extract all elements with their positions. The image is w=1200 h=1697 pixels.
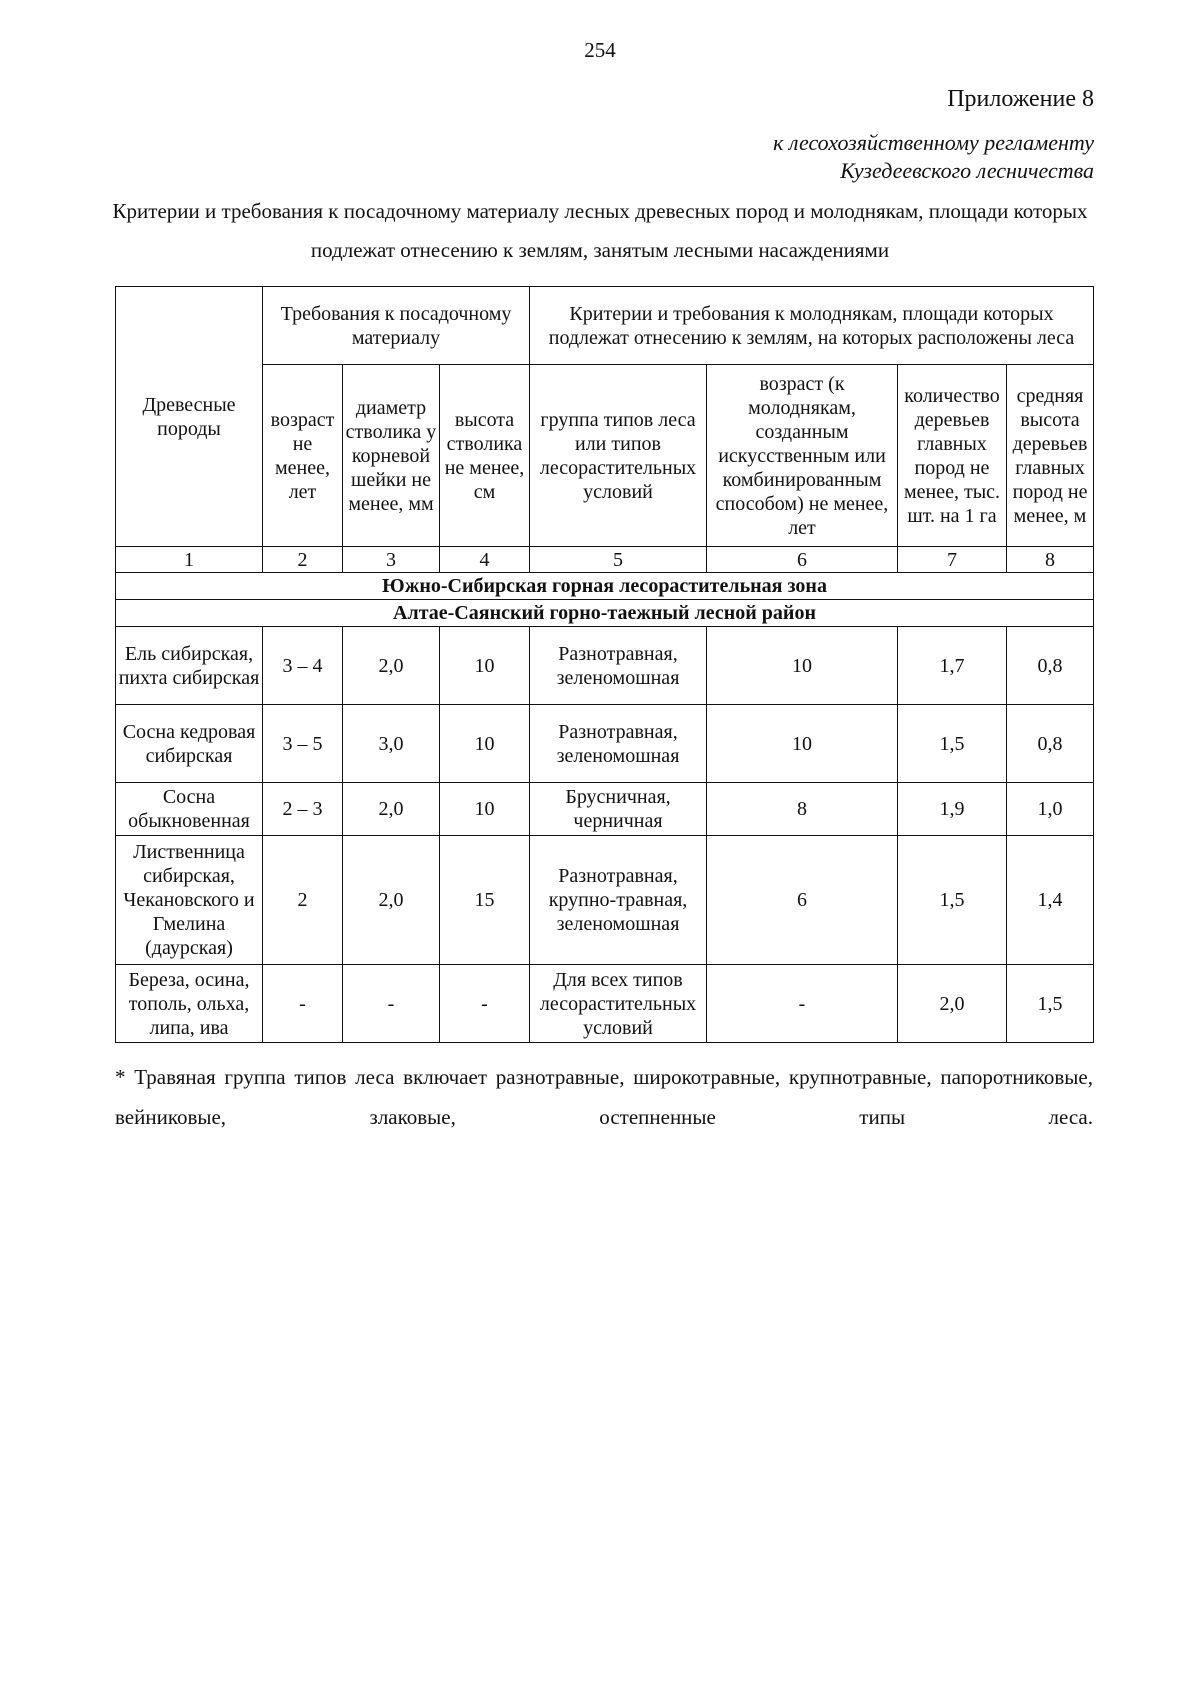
diameter-cell: - (343, 965, 440, 1043)
column-number: 8 (1007, 547, 1094, 573)
forestry-name: Кузедеевского лесничества (840, 158, 1094, 183)
header-average-height: средняя высота деревьев главных пород не менее, м (1007, 365, 1094, 547)
average-height-cell: 0,8 (1007, 627, 1094, 705)
average-height-cell: 0,8 (1007, 705, 1094, 783)
column-number: 4 (440, 547, 530, 573)
age-cell: 3 – 4 (263, 627, 343, 705)
forest-group-cell: Разнотравная, зеленомошная (530, 627, 707, 705)
column-number: 7 (898, 547, 1007, 573)
criteria-table (115, 286, 1094, 1043)
species-cell: Сосна кедровая сибирская (116, 705, 263, 783)
diameter-cell: 2,0 (343, 783, 440, 836)
age-cell: - (263, 965, 343, 1043)
forest-group-cell: Для всех типов лесорастительных условий (530, 965, 707, 1043)
young-age-cell: 10 (707, 627, 898, 705)
forest-group-cell: Брусничная, черничная (530, 783, 707, 836)
table-row (116, 836, 1094, 965)
header-height: высота стволика не менее, см (440, 365, 530, 547)
region-heading: Алтае-Саянский горно-таежный лесной район (116, 600, 1094, 627)
young-age-cell: - (707, 965, 898, 1043)
header-species: Древесные породы (116, 287, 263, 547)
young-age-cell: 10 (707, 705, 898, 783)
tree-count-cell: 1,5 (898, 705, 1007, 783)
header-age: возраст не менее, лет (263, 365, 343, 547)
header-forest-group: группа типов леса или типов лесорастительных условий (530, 365, 707, 547)
diameter-cell: 3,0 (343, 705, 440, 783)
diameter-cell: 2,0 (343, 836, 440, 965)
regulation-reference: к лесохозяйственному регламенту (773, 130, 1094, 155)
forest-group-cell: Разнотравная, зеленомошная (530, 705, 707, 783)
height-cell: 15 (440, 836, 530, 965)
column-number: 1 (116, 547, 263, 573)
footnote: * Травяная группа типов леса включает разнотравные, широкотравные, крупнотравные, папоротниковые, вейниковые, злаковые, остепненные типы леса. (115, 1065, 1093, 1129)
column-number: 2 (263, 547, 343, 573)
average-height-cell: 1,4 (1007, 836, 1094, 965)
species-cell: Береза, осина, тополь, ольха, липа, ива (116, 965, 263, 1043)
table-row (116, 627, 1094, 705)
table-row (116, 965, 1094, 1043)
age-cell: 3 – 5 (263, 705, 343, 783)
height-cell: 10 (440, 783, 530, 836)
average-height-cell: 1,0 (1007, 783, 1094, 836)
young-age-cell: 8 (707, 783, 898, 836)
tree-count-cell: 2,0 (898, 965, 1007, 1043)
height-cell: 10 (440, 705, 530, 783)
column-number: 5 (530, 547, 707, 573)
column-number: 6 (707, 547, 898, 573)
header-young-stands: Критерии и требования к молоднякам, площади которых подлежат отнесению к землям, на которых расположены леса (530, 287, 1094, 365)
appendix-label: Приложение 8 (947, 86, 1094, 112)
header-diameter: диаметр стволика у корневой шейки не менее, мм (343, 365, 440, 547)
height-cell: 10 (440, 627, 530, 705)
species-cell: Ель сибирская, пихта сибирская (116, 627, 263, 705)
age-cell: 2 – 3 (263, 783, 343, 836)
average-height-cell: 1,5 (1007, 965, 1094, 1043)
young-age-cell: 6 (707, 836, 898, 965)
species-cell: Лиственница сибирская, Чекановского и Гмелина (даурская) (116, 836, 263, 965)
header-planting-material: Требования к посадочному материалу (263, 287, 530, 365)
header-tree-count: количество деревьев главных пород не менее, тыс. шт. на 1 га (898, 365, 1007, 547)
diameter-cell: 2,0 (343, 627, 440, 705)
table-row (116, 705, 1094, 783)
zone-heading: Южно-Сибирская горная лесорастительная зона (116, 573, 1094, 600)
document-title: Критерии и требования к посадочному материалу лесных древесных пород и молоднякам, площади которых подлежат отнесению к землям, занятым лесными насаждениями (112, 199, 1088, 262)
age-cell: 2 (263, 836, 343, 965)
table-row (116, 783, 1094, 836)
page-number: 254 (584, 38, 616, 62)
tree-count-cell: 1,9 (898, 783, 1007, 836)
forest-group-cell: Разнотравная, крупно-травная, зеленомошная (530, 836, 707, 965)
species-cell: Сосна обыкновенная (116, 783, 263, 836)
tree-count-cell: 1,7 (898, 627, 1007, 705)
tree-count-cell: 1,5 (898, 836, 1007, 965)
column-number: 3 (343, 547, 440, 573)
height-cell: - (440, 965, 530, 1043)
header-young-age: возраст (к молоднякам, созданным искусственным или комбинированным способом) не менее, лет (707, 365, 898, 547)
